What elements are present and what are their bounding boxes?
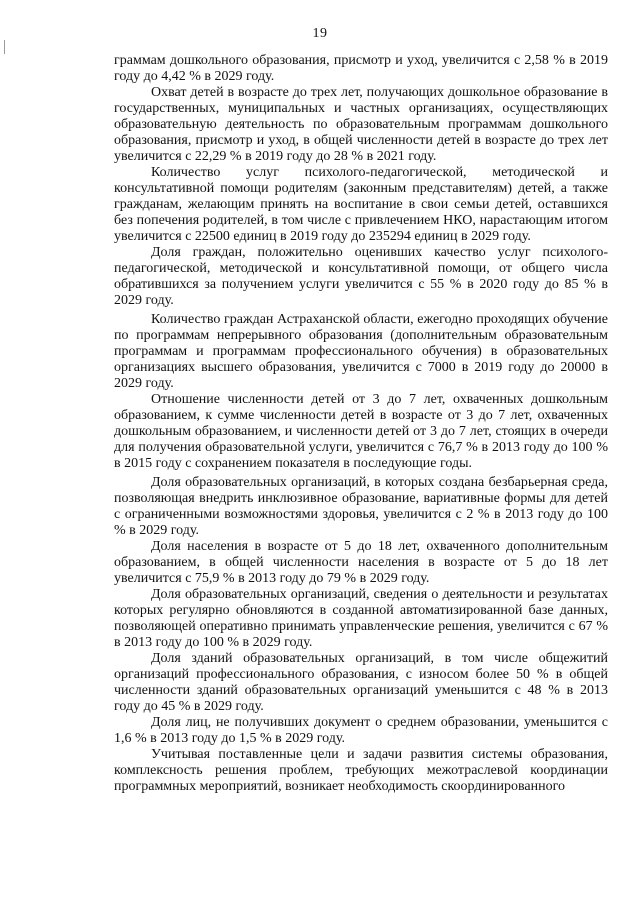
paragraph-9: Доля образовательных организаций, сведения о деятельности и результатах которых регулярно обновляются в созданной автоматизированной базе данных, позволяющей оперативно принимать управленческие решения, увеличится с 67 % в 2013 году до 100 % в 2029 году.: [114, 587, 608, 650]
page-number: 19: [312, 26, 328, 41]
document-body: [114, 53, 608, 795]
paragraph-1: граммам дошкольного образования, присмотр и уход, увеличится с 2,58 % в 2019 году до 4,42 % в 2029 году.: [114, 53, 608, 84]
paragraph-5: Количество граждан Астраханской области, ежегодно проходящих обучение по программам непрерывного образования (дополнительным образовательным программам и программам профессионального обучения) в образовательных организациях высшего образования, увеличится с 7000 в 2019 году до 20000 в 2029 году.: [114, 312, 608, 391]
paragraph-11: Доля лиц, не получивших документ о среднем образовании, уменьшится с 1,6 % в 2013 году до 1,5 % в 2029 году.: [114, 715, 608, 746]
paragraph-3: Количество услуг психолого-педагогической, методической и консультативной помощи родителям (законным представителям) детей, а также гражданам, желающим принять на воспитание в свои семьи детей, оставшихся без попечения родителей, в том числе с привлечением НКО, нарастающим итогом увеличится с 22500 единиц в 2019 году до 235294 единиц в 2029 году.: [114, 165, 608, 244]
paragraph-2: Охват детей в возрасте до трех лет, получающих дошкольное образование в государственных, муниципальных и частных организациях, осуществляющих образовательную деятельность по образовательным программам дошкольного образования, присмотр и уход, в общей численности детей в возрасте до трех лет увеличится с 22,29 % в 2019 году до 28 % в 2021 году.: [114, 85, 608, 164]
paragraph-4: Доля граждан, положительно оценивших качество услуг психолого-педагогической, методической и консультативной помощи, от общего числа обратившихся за получением услуги увеличится с 55 % в 2020 году до 85 % в 2029 году.: [114, 245, 608, 308]
paragraph-7: Доля образовательных организаций, в которых создана безбарьерная среда, позволяющая внедрить инклюзивное образование, вариативные формы для детей с ограниченными возможностями здоровья, увеличится с 2 % в 2013 году до 100 % в 2029 году.: [114, 475, 608, 538]
paragraph-10: Доля зданий образовательных организаций, в том числе общежитий организаций профессионального образования, с износом более 50 % в общей численности зданий образовательных организаций уменьшится с 48 % в 2013 году до 45 % в 2029 году.: [114, 651, 608, 714]
paragraph-6: Отношение численности детей от 3 до 7 лет, охваченных дошкольным образованием, к сумме численности детей в возрасте от 3 до 7 лет, охваченных дошкольным образованием, и численности детей от 3 до 7 лет, стоящих в очереди для получения образовательной услуги, увеличится с 76,7 % в 2013 году до 100 % в 2015 году с сохранением показателя в последующие годы.: [114, 392, 608, 471]
paragraph-8: Доля населения в возрасте от 5 до 18 лет, охваченного дополнительным образованием, в общей численности населения в возрасте от 5 до 18 лет увеличится с 75,9 % в 2013 году до 79 % в 2029 году.: [114, 539, 608, 586]
margin-mark: [4, 40, 5, 54]
paragraph-12: Учитывая поставленные цели и задачи развития системы образования, комплексность решения проблем, требующих межотраслевой координации программных мероприятий, возникает необходимость скоординированного: [114, 747, 608, 794]
